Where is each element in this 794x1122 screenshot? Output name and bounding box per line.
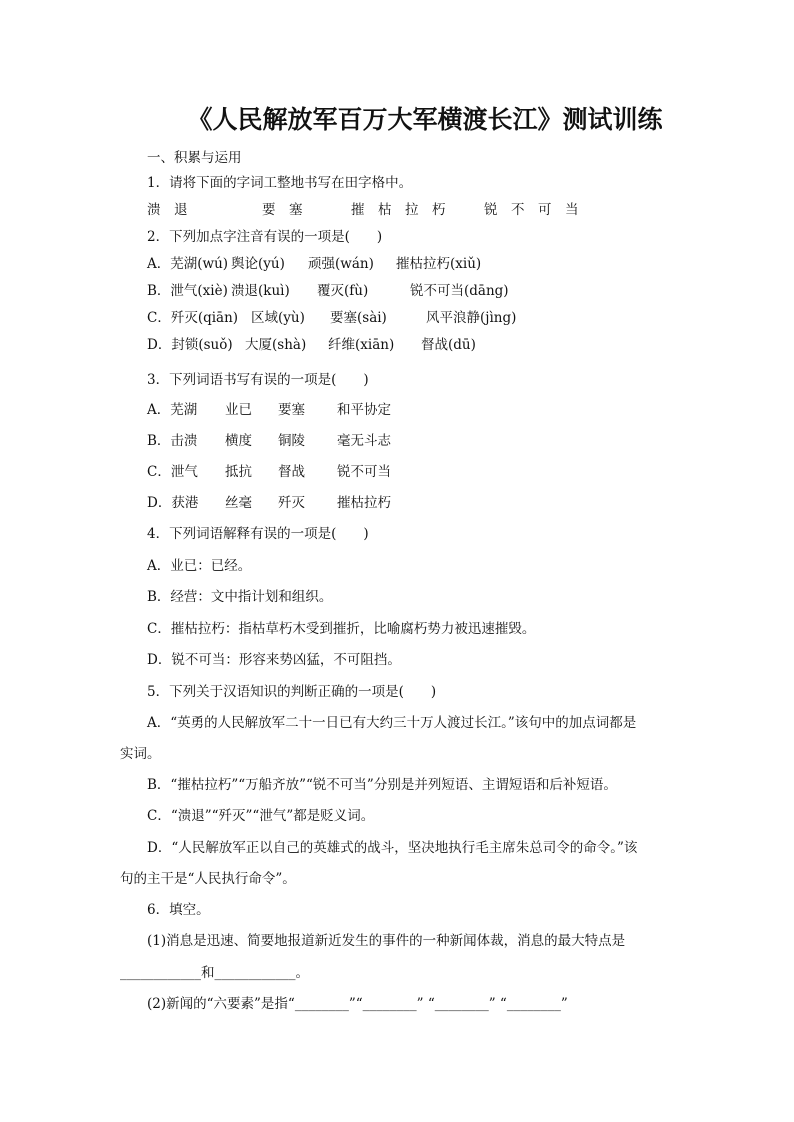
q3-stem: 3．下列词语书写有误的一项是( )	[147, 372, 369, 388]
q2-stem: 2．下列加点字注音有误的一项是( )	[147, 229, 383, 245]
option-item: 督战	[278, 464, 305, 480]
q3-option-a	[147, 398, 391, 418]
option-item: 锐不可当(dāng)	[410, 283, 509, 299]
q4-option-d: D．锐不可当：形容来势凶猛，不可阻挡。	[147, 652, 401, 668]
q6-part2: (2)新闻的“六要素”是指“________”“________” “________” “________”	[147, 996, 568, 1012]
section-heading: 一、积累与运用	[147, 150, 242, 166]
option-item: 业已	[225, 402, 252, 418]
q5-option-d-line1: D．“人民解放军正以自己的英雄式的战斗，坚决地执行毛主席朱总司令的命令。”该	[147, 840, 638, 856]
option-item: B．击溃	[147, 433, 198, 449]
option-item: 和平协定	[337, 402, 391, 418]
option-item: 摧枯拉朽(xiǔ)	[396, 256, 482, 272]
q1-word: 锐 不 可 当	[484, 202, 579, 218]
option-item: D．封锁(suǒ)	[147, 337, 233, 353]
option-item: A．芜湖	[147, 402, 198, 418]
q2-option-a	[147, 252, 481, 272]
option-item: C．泄气	[147, 464, 198, 480]
q1-word: 摧 枯 拉 朽	[351, 202, 446, 218]
option-item: 纤维(xiān)	[328, 337, 395, 353]
option-item: 横度	[225, 433, 252, 449]
q5-stem: 5．下列关于汉语知识的判断正确的一项是( )	[147, 684, 437, 700]
q5-option-d-line2: 句的主干是“人民执行命令”。	[120, 871, 296, 887]
q4-option-b: B．经营：文中指计划和组织。	[147, 589, 333, 605]
q3-option-b	[147, 429, 391, 449]
option-item: 锐不可当	[337, 464, 391, 480]
option-item: 要塞(sài)	[330, 310, 387, 326]
option-item: 毫无斗志	[337, 433, 391, 449]
q1-word: 溃 退	[147, 202, 188, 218]
q1-words	[147, 198, 579, 218]
q4-stem: 4．下列词语解释有误的一项是( )	[147, 526, 369, 542]
q2-option-b	[147, 279, 509, 299]
q3-option-d	[147, 491, 391, 511]
page-title: 《人民解放军百万大军横渡长江》测试训练	[187, 105, 663, 134]
option-item: 风平浪静(jìng)	[426, 310, 517, 326]
option-item: 顽强(wán)	[308, 256, 374, 272]
option-item: 铜陵	[278, 433, 305, 449]
option-item: 丝毫	[225, 495, 252, 511]
option-item: 歼灭	[278, 495, 305, 511]
option-item: A．芜湖(wú)	[147, 256, 229, 272]
option-item: 抵抗	[225, 464, 252, 480]
q3-option-c	[147, 460, 391, 480]
option-item: 舆论(yú)	[231, 256, 285, 272]
q1-word: 要 塞	[262, 202, 303, 218]
q5-option-a-line1: A．“英勇的人民解放军二十一日已有大约三十万人渡过长江。”该句中的加点词都是	[147, 715, 637, 731]
option-item: 大厦(shà)	[245, 337, 307, 353]
option-item: 区域(yù)	[251, 310, 305, 326]
option-item: 溃退(kuì)	[231, 283, 290, 299]
option-item: 督战(dū)	[421, 337, 476, 353]
q5-option-a-line2: 实词。	[120, 746, 161, 762]
q4-option-a: A．业已：已经。	[147, 558, 252, 574]
option-item: 覆灭(fù)	[317, 283, 369, 299]
q5-option-c: C．“溃退”“歼灭”“泄气”都是贬义词。	[147, 808, 375, 824]
q6-stem: 6．填空。	[147, 902, 210, 918]
q2-option-d	[147, 333, 476, 353]
q2-option-c	[147, 306, 516, 326]
option-item: C．歼灭(qiān)	[147, 310, 239, 326]
q5-option-b: B．“摧枯拉朽”“万船齐放”“锐不可当”分别是并列短语、主谓短语和后补短语。	[147, 777, 617, 793]
option-item: 摧枯拉朽	[337, 495, 391, 511]
q6-part1-blanks: ____________和____________。	[120, 965, 309, 981]
option-item: D．获港	[147, 495, 199, 511]
q6-part1-line1: (1)消息是迅速、简要地报道新近发生的事件的一种新闻体裁，消息的最大特点是	[147, 933, 626, 949]
q4-option-c: C．摧枯拉朽：指枯草朽木受到摧折，比喻腐朽势力被迅速摧毁。	[147, 621, 536, 637]
option-item: B．泄气(xiè)	[147, 283, 228, 299]
option-item: 要塞	[278, 402, 305, 418]
q1-stem: 1．请将下面的字词工整地书写在田字格中。	[147, 175, 413, 191]
